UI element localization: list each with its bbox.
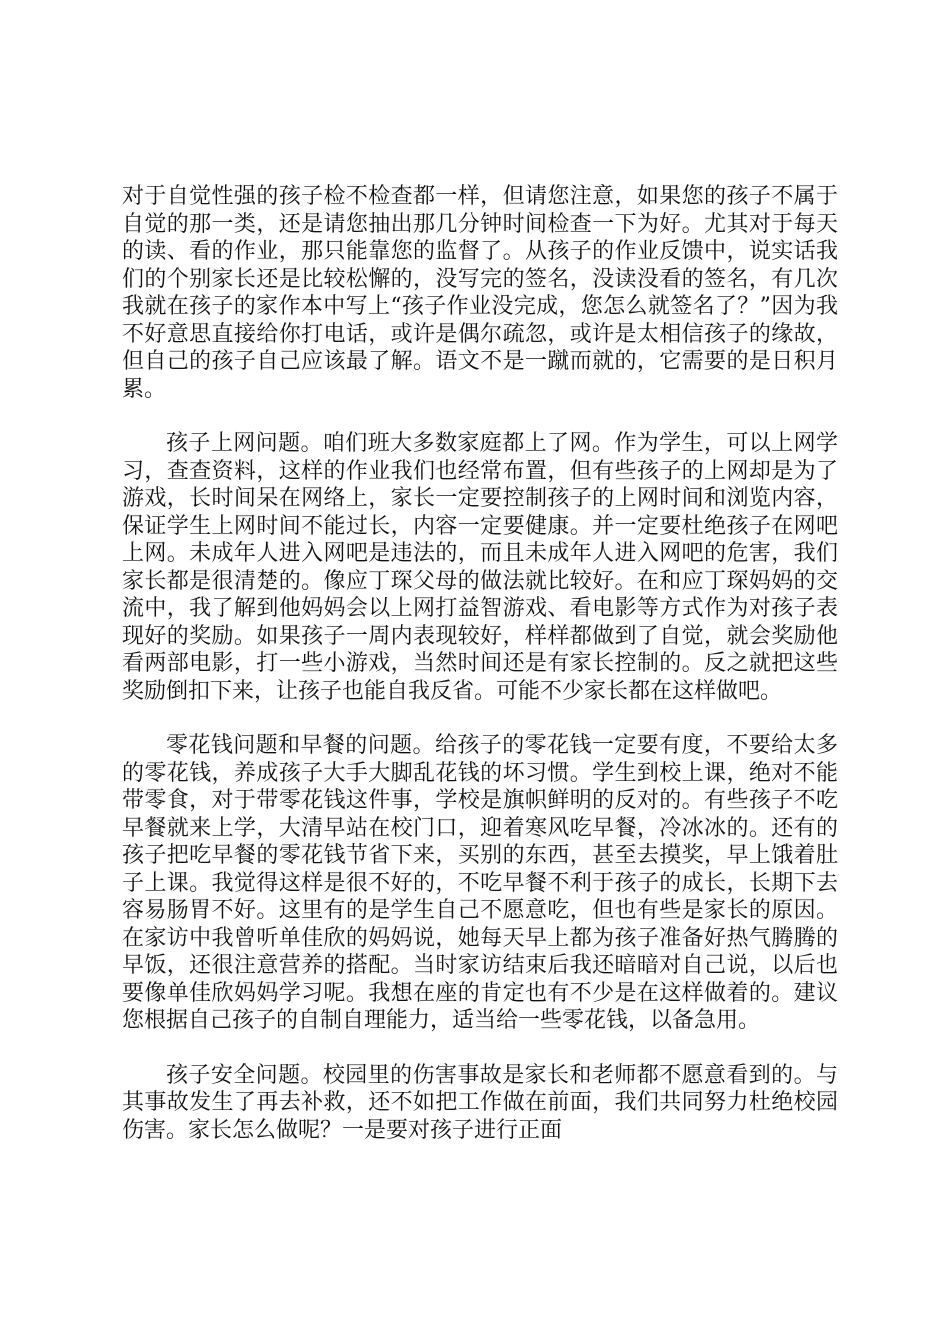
paragraph-child-safety: 孩子安全问题。校园里的伤害事故是家长和老师都不愿意看到的。与其事故发生了再去补救，还不如把工作做在前面，我们共同努力杜绝校园伤害。家长怎么做呢？一是要对孩子进行正面 [122, 1062, 838, 1143]
paragraph-homework-check: 对于自觉性强的孩子检不检查都一样，但请您注意，如果您的孩子不属于自觉的那一类，还是请您抽出那几分钟时间检查一下为好。尤其对于每天的读、看的作业，那只能靠您的监督了。从孩子的作业反馈中，说实话我们的个别家长还是比较松懈的，没写完的签名，没读没看的签名，有几次我就在孩子的家作本中写上“孩子作业没完成，您怎么就签名了？”因为我不好意思直接给你打电话，或许是偶尔疏忽，或许是太相信孩子的缘故，但自己的孩子自己应该最了解。语文不是一蹴而就的，它需要的是日积月累。 [122, 184, 838, 402]
paragraph-pocket-money-breakfast: 零花钱问题和早餐的问题。给孩子的零花钱一定要有度，不要给太多的零花钱，养成孩子大手大脚乱花钱的坏习惯。学生到校上课，绝对不能带零食，对于带零花钱这件事，学校是旗帜鲜明的反对的。有些孩子不吃早餐就来上学，大清早站在校门口，迎着寒风吃早餐，冷冰冰的。还有的孩子把吃早餐的零花钱节省下来，买别的东西，甚至去摸奖，早上饿着肚子上课。我觉得这样是很不好的，不吃早餐不利于孩子的成长，长期下去容易肠胃不好。这里有的是学生自己不愿意吃，但也有些是家长的原因。在家访中我曾听单佳欣的妈妈说，她每天早上都为孩子准备好热气腾腾的早饭，还很注意营养的搭配。当时家访结束后我还暗暗对自己说，以后也要像单佳欣妈妈学习呢。我想在座的肯定也有不少是在这样做着的。建议您根据自己孩子的自制自理能力，适当给一些零花钱，以备急用。 [122, 733, 838, 1033]
document-body [122, 183, 838, 1171]
paragraph-internet-use: 孩子上网问题。咱们班大多数家庭都上了网。作为学生，可以上网学习，查查资料，这样的作业我们也经常布置，但有些孩子的上网却是为了游戏，长时间呆在网络上，家长一定要控制孩子的上网时间和浏览内容，保证学生上网时间不能过长，内容一定要健康。并一定要杜绝孩子在网吧上网。未成年人进入网吧是违法的，而且未成年人进入网吧的危害，我们家长都是很清楚的。像应丁琛父母的做法就比较好。在和应丁琛妈妈的交流中，我了解到他妈妈会以上网打益智游戏、看电影等方式作为对孩子表现好的奖励。如果孩子一周内表现较好，样样都做到了自觉，就会奖励他看两部电影，打一些小游戏，当然时间还是有家长控制的。反之就把这些奖励倒扣下来，让孩子也能自我反省。可能不少家长都在这样做吧。 [122, 431, 838, 704]
